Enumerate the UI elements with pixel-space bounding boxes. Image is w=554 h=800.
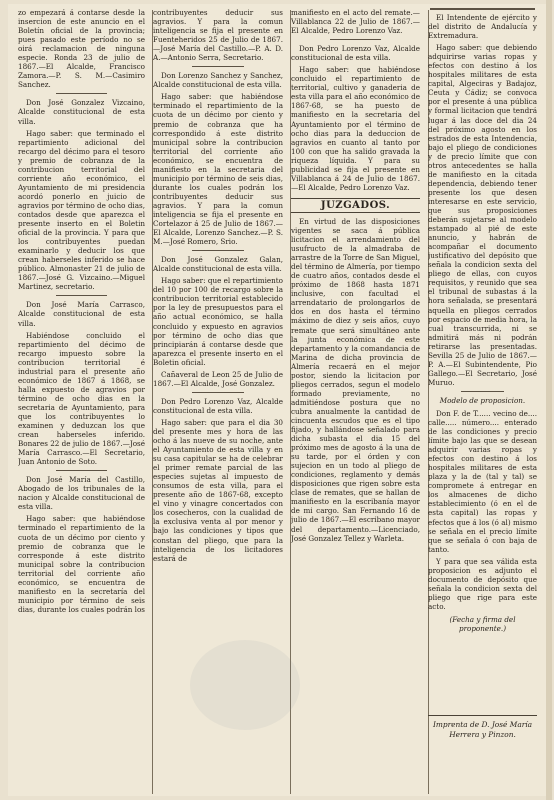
col3-heading-villablanca: Don Pedro Lorenzo Vaz, Alcalde constitucional de esta villa. (291, 44, 420, 63)
column-2 (153, 8, 283, 788)
double-rule (430, 8, 535, 10)
printer-imprint (428, 715, 537, 739)
col1-heading-fuenteheridos: Don José María del Castillo, Abogado de los tribunales de la nacion y Alcalde constitucional de esta villa. (18, 475, 145, 512)
col2-notice-cortelazor: Hago saber: que habiéndose terminado el repartimiento de la cuota de un décimo por ciento y premio de cobranza que ha correspondido á este distrito municipal sobre la contribucion territorial del corriente año económico, se encuentra de manifiesto en la secretaria del municipio por término de seis dias, durante los cuales podrán los contribuyentes deducir sus agravios. Y para la comun inteligencia se fija el presente en Cortelazor á 25 de Julio de 1867.—El Alcalde, Lorenzo Sanchez.—P. S. M.—José Romero, Srio. (153, 92, 283, 247)
col2-notice-cont: contribuyentes deducir sus agravios. Y para la comun inteligencia se fija el presente en Fuenteheridos 25 de Julio de 1867.—José María del Castillo.—P. A. D. A.—Antonio Serra, Secretario. (153, 8, 283, 63)
column-3 (291, 8, 420, 788)
separator (56, 295, 107, 296)
column-1 (18, 8, 145, 788)
separator (330, 39, 382, 40)
col4-model-title: Modelo de proposicion. (439, 395, 526, 405)
col2-notice-canaveral: Hago saber: que el repartimiento del 10 por 100 de recargo sobre la contribucion territorial establecido por la ley de presupuestos para el año actual económico, se halla concluido y expuesto en agravios por término de ocho dias que principiarán á contarse desde que aparezca el presente inserto en el Boletin oficial. (153, 276, 283, 367)
col2-heading-canaveral: Don José Gonzalez Galan, Alcalde constitucional de esta villa. (153, 255, 283, 274)
separator (192, 392, 244, 393)
col4-signature-note: (Fecha y firma del proponente.) (449, 615, 516, 634)
page-edge (546, 0, 552, 800)
col1-notice-almonaster: Hago saber: que terminado el repartimiento adicional del recargo del décimo para el tesoro y premio de cobranza de la contribucion territorial del corriente año económico, el Ayuntamiento de mi presidencia acordó ponerlo en juicio de agravios por término de ocho dias, contados desde que aparezca el presente inserto en el Boletin oficial de la provincia. Y para que los contribuyentes puedan examinarlo y deducir los que crean haberseles inferido se hace público. Almonaster 21 de julio de 1867.—José G. Vizcaino.—Miguel Martinez, secretario. (18, 128, 145, 292)
col2-heading-cortelazor: Don Lorenzo Sanchez y Sanchez, Alcalde constitucional de esta villa. (153, 71, 283, 90)
separator (192, 66, 244, 67)
col1-notice-ronda: zo empezará á contarse desde la insercion de este anuncio en el Boletín oficial de la provincia; pues pasado este período no se oirá reclamacion de ninguna especie. Ronda 23 de julio de 1867.—El Alcalde, Francisco Zamora.—P. S. M.—Casimiro Sanchez. (18, 8, 145, 90)
col4-model-body: Don F. de T...... vecino de.... calle..... número.... enterado de las condiciones y precio límite bajo las que se desean adquirir varias ropas y efectos con destino á los hospitales militares de esta plaza y la de (tal y tal) se compromete á entregar en los almacenes de dicho establecimiento (ó en el de esta capital) las ropas y efectos que á los (ó al) mismo se señala en el precio límite que se señala ó con baja de tanto. (428, 408, 537, 554)
col2-heading-villablanca: Don Pedro Lorenzo Vaz, Alcalde constitucional de esta villa. (153, 396, 283, 415)
col1-notice-fuenteheridos: Hago saber: que habiéndose terminado el repartimiento de la cuota de un décimo por ciento y premio de cobranza que le corresponde á este distrito municipal sobre la contribucion territorial del corriente año económico, se encuentra de manifiesto en la secretaría del municipio por término de seis dias, durante los cuales podrán los (18, 514, 145, 614)
col4-heading-intendente: El Intendente de ejército y del distrito de Andalucía y Extremadura. (428, 13, 537, 41)
separator (56, 470, 107, 471)
col1-notice-bonares: Habiéndose concluido el repartimiento del décimo de recargo impuesto sobre la contribucion territorial é industrial para el presente año económico de 1867 á 1868, se halla expuesto de agravios por término de ocho dias en la secretaria de Ayuntamiento, para que los contribuyentes lo examinen y deduzcan los que crean haberseles inferido. Bonares 22 de julio de 1867.—José María Carrasco.—El Secretario, Juan Antonio de Soto. (18, 330, 145, 467)
col3-notice-cont: manifiesto en el acto del remate.—Villablanca 22 de Julio de 1867.—El Alcalde, Pedro Lorenzo Vaz. (291, 8, 420, 36)
col3-notice-almadraba: En virtud de las disposiciones vigentes se saca á pública licitacion el arrendamiento del usufructo de la almadraba de arrastre de la Torre de San Miguel, del término de Almería, por tiempo de cuatro años, contados desde el próximo de 1868 hasta 1871 inclusive, con facultad el arrendatario de prolongarlos de dos en dos hasta el término máximo de diez y seis años, cuyo remate que será simultáneo ante la junta económica de este departamento y la comandancia de Marina de dicha provincia de Almería recaerá en el mejor postor, siendo la licitacion por pliegos cerrados, segun el modelo formado previamente, no admitiéndose postura que no cubra anualmente la cantidad de cincuenta escudos que es el tipo fijado, y hallándose señalado para dicha subasta el dia 15 del próximo mes de agosto á la una de su tarde, por el órden y con sujecion en un todo al pliego de condiciones, reglamento y demás disposiciones que rigen sobre esta clase de remates, que se hallan de manifiesto en la escribanía mayor de mi cargo. San Fernando 16 de julio de 1867.—El escribano mayor del departamento.—Licenciado, José Gonzalez Tellez y Warleta. (291, 216, 420, 543)
col1-heading-bonares: Don José María Carrasco, Alcalde constitucional de esta villa. (18, 300, 145, 328)
imprint-line-2: Herrera y Pinzon. (449, 729, 516, 739)
col3-notice-villablanca: Hago saber: que habiéndose concluido el repartimiento de territorial, cultivo y ganaderia de esta villa para el año económico de 1867-68, se ha puesto de manifiesto en la secretaria del Ayuntamiento por el término de ocho dias para la deduccion de agravios en cuanto al tanto por 100 con que ha salido gravada la riqueza líquida. Y para su publicidad se fija el presente en Villablanca á 24 de Julio de 1867.—El Alcalde, Pedro Lorenzo Vaz. (291, 65, 420, 192)
separator (56, 93, 107, 94)
col4-notice-hospitales: Hago saber: que debiendo adquirirse varias ropas y efectos con destino á los hospitales militares de esta capital, Algeciras y Badajoz, Ceuta y Cádiz; se convoca por el presente á una pública y formal licitacion que tendrá lugar á las doce del dia 24 del próximo agosto en los estrados de esta Intendencia, bajo el pliego de condiciones y de precio límite que con otros antecedentes se halla de manifiesto en la citada dependencia, debiendo tener presente los que desen interesarse en este servicio, que sus proposiciones deberán sujetarse al modelo estampado al pié de este anuncio, y habrán de acompañar el documento justificativo del depósito que señala la condicion sexta del pliego de ellas, con cuyos requisitos, y reunido que sea el tribunal de subastas á la hora señalada, se presentará aquella en pliegos cerrados por espacio de media hora, la cual transcurrida, ni se admitirá más ni podrán retirarse las presentadas. Sevilla 25 de Julio de 1867.—P. A.—El Subintendente, Pio Gallego.—El Secretario, José Muruo. (428, 43, 537, 387)
separator (192, 250, 244, 251)
column-4 (428, 8, 537, 788)
separator (461, 391, 505, 392)
col2-notice-villablanca: Hago saber: que para el dia 30 del presente mes y hora de las ocho á las nueve de su noche, ante el Ayuntamiento de esta villa y en su casa capitular se ha de celebrar el primer remate parcial de las especies sujetas al impuesto de consumos de esta villa, para el presente año de 1867-68, excepto el vino y vinagre concertados con los cosecheros, con la cualidad de la exclusiva venta al por menor y bajo las condiciones y tipos que constan del pliego, que para la inteligencia de los licitadores estará de (153, 417, 283, 563)
col4-model-validity: Y para que sea válida esta proposicion es adjunto el documento de depósito que señala la condicion sexta del pliego que rige para este acto. (428, 556, 537, 611)
col1-heading-almonaster: Don José Gonzalez Vizcaino, Alcalde constitucional de esta villa. (18, 98, 145, 126)
imprint-line-1: Imprenta de D. José María (432, 720, 533, 729)
col2-signature-canaveral: Cañaveral de Leon 25 de Julio de 1867.—El Alcalde, José Gonzalez. (153, 369, 283, 388)
section-heading-juzgados: JUZGADOS. (291, 198, 420, 213)
